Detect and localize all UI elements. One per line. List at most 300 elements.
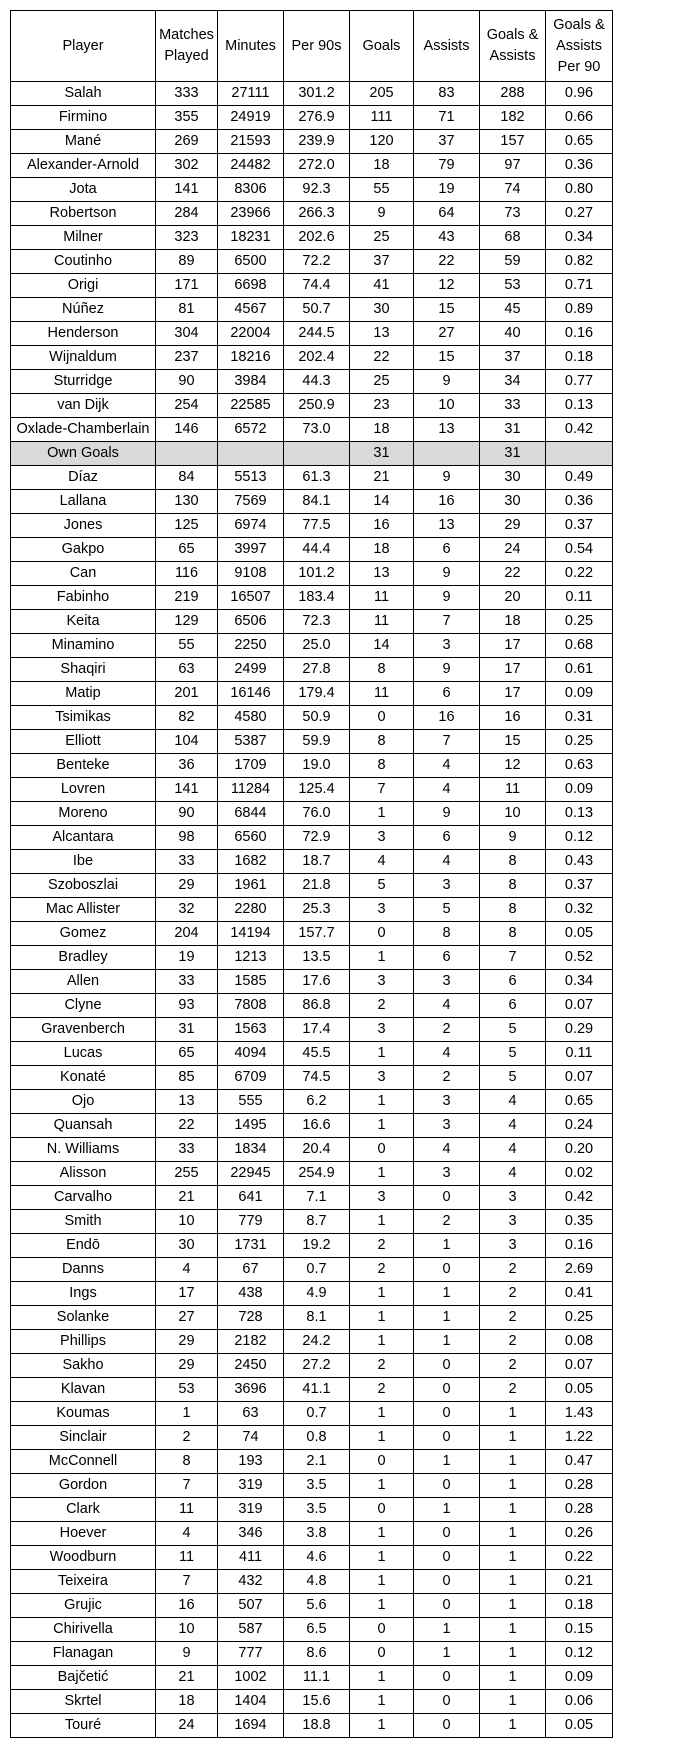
cell-minutes: 7569 — [218, 490, 284, 514]
cell-goals-assists-per-90: 0.32 — [546, 898, 613, 922]
cell-goals-assists: 18 — [480, 610, 546, 634]
cell-assists — [414, 442, 480, 466]
cell-goals: 1 — [350, 1306, 414, 1330]
cell-goals-assists-per-90: 0.13 — [546, 802, 613, 826]
cell-assists: 9 — [414, 658, 480, 682]
cell-assists: 4 — [414, 1042, 480, 1066]
cell-goals-assists: 11 — [480, 778, 546, 802]
cell-per-90s: 74.5 — [284, 1066, 350, 1090]
cell-per-90s: 13.5 — [284, 946, 350, 970]
cell-goals-assists-per-90: 0.22 — [546, 562, 613, 586]
cell-player: Moreno — [11, 802, 156, 826]
cell-goals-assists-per-90: 0.02 — [546, 1162, 613, 1186]
cell-player: Grujic — [11, 1594, 156, 1618]
cell-player: Mac Allister — [11, 898, 156, 922]
cell-goals: 3 — [350, 1186, 414, 1210]
cell-player: Ings — [11, 1282, 156, 1306]
table-row — [11, 82, 613, 106]
cell-goals-assists: 74 — [480, 178, 546, 202]
cell-matches-played — [156, 442, 218, 466]
cell-player: Keita — [11, 610, 156, 634]
cell-goals: 1 — [350, 1282, 414, 1306]
cell-minutes: 22945 — [218, 1162, 284, 1186]
cell-matches-played: 31 — [156, 1018, 218, 1042]
cell-goals: 18 — [350, 538, 414, 562]
cell-goals-assists-per-90: 0.71 — [546, 274, 613, 298]
cell-goals-assists-per-90: 0.18 — [546, 1594, 613, 1618]
table-row-own-goals — [11, 442, 613, 466]
cell-matches-played: 1 — [156, 1402, 218, 1426]
cell-minutes: 3997 — [218, 538, 284, 562]
cell-goals-assists-per-90: 0.09 — [546, 778, 613, 802]
cell-goals-assists: 45 — [480, 298, 546, 322]
cell-player: N. Williams — [11, 1138, 156, 1162]
cell-goals-assists-per-90: 0.80 — [546, 178, 613, 202]
table-row — [11, 1066, 613, 1090]
cell-player: Díaz — [11, 466, 156, 490]
cell-minutes: 6974 — [218, 514, 284, 538]
cell-goals: 1 — [350, 1042, 414, 1066]
cell-minutes: 3984 — [218, 370, 284, 394]
cell-minutes: 587 — [218, 1618, 284, 1642]
cell-assists: 13 — [414, 514, 480, 538]
table-row — [11, 1258, 613, 1282]
table-row — [11, 394, 613, 418]
cell-per-90s: 86.8 — [284, 994, 350, 1018]
cell-minutes: 21593 — [218, 130, 284, 154]
cell-goals-assists: 1 — [480, 1594, 546, 1618]
cell-matches-played: 304 — [156, 322, 218, 346]
table-row — [11, 370, 613, 394]
cell-goals-assists: 31 — [480, 418, 546, 442]
cell-minutes: 9108 — [218, 562, 284, 586]
cell-goals-assists-per-90: 0.35 — [546, 1210, 613, 1234]
cell-assists: 79 — [414, 154, 480, 178]
cell-player: Bradley — [11, 946, 156, 970]
cell-player: Jones — [11, 514, 156, 538]
cell-player: Gakpo — [11, 538, 156, 562]
cell-goals-assists-per-90: 1.22 — [546, 1426, 613, 1450]
cell-per-90s: 276.9 — [284, 106, 350, 130]
cell-per-90s: 5.6 — [284, 1594, 350, 1618]
cell-player: Origi — [11, 274, 156, 298]
cell-player: Sinclair — [11, 1426, 156, 1450]
cell-minutes: 6560 — [218, 826, 284, 850]
cell-goals-assists: 182 — [480, 106, 546, 130]
cell-minutes: 27111 — [218, 82, 284, 106]
cell-goals: 1 — [350, 1690, 414, 1714]
cell-player: Firmino — [11, 106, 156, 130]
cell-matches-played: 82 — [156, 706, 218, 730]
cell-goals-assists: 1 — [480, 1642, 546, 1666]
cell-minutes: 1709 — [218, 754, 284, 778]
table-row — [11, 1306, 613, 1330]
cell-assists: 9 — [414, 466, 480, 490]
cell-assists: 0 — [414, 1570, 480, 1594]
cell-matches-played: 254 — [156, 394, 218, 418]
cell-per-90s: 72.3 — [284, 610, 350, 634]
cell-assists: 10 — [414, 394, 480, 418]
cell-per-90s: 24.2 — [284, 1330, 350, 1354]
cell-minutes: 319 — [218, 1498, 284, 1522]
cell-matches-played: 17 — [156, 1282, 218, 1306]
cell-assists: 4 — [414, 850, 480, 874]
cell-goals-assists-per-90: 0.77 — [546, 370, 613, 394]
cell-assists: 15 — [414, 298, 480, 322]
cell-goals: 0 — [350, 1498, 414, 1522]
cell-minutes: 6698 — [218, 274, 284, 298]
table-row — [11, 970, 613, 994]
cell-goals: 4 — [350, 850, 414, 874]
cell-matches-played: 84 — [156, 466, 218, 490]
table-row — [11, 874, 613, 898]
cell-minutes: 507 — [218, 1594, 284, 1618]
table-row — [11, 994, 613, 1018]
cell-minutes: 16146 — [218, 682, 284, 706]
cell-goals: 0 — [350, 1618, 414, 1642]
cell-goals: 2 — [350, 1378, 414, 1402]
cell-matches-played: 204 — [156, 922, 218, 946]
cell-goals: 1 — [350, 1090, 414, 1114]
cell-goals-assists: 30 — [480, 490, 546, 514]
cell-goals-assists-per-90: 0.07 — [546, 994, 613, 1018]
cell-player: Tsimikas — [11, 706, 156, 730]
cell-player: Núñez — [11, 298, 156, 322]
cell-minutes: 555 — [218, 1090, 284, 1114]
cell-matches-played: 2 — [156, 1426, 218, 1450]
cell-per-90s: 74.4 — [284, 274, 350, 298]
cell-matches-played: 16 — [156, 1594, 218, 1618]
cell-goals: 1 — [350, 1546, 414, 1570]
cell-goals-assists-per-90: 0.89 — [546, 298, 613, 322]
cell-matches-played: 269 — [156, 130, 218, 154]
cell-per-90s: 76.0 — [284, 802, 350, 826]
cell-goals-assists-per-90: 0.16 — [546, 322, 613, 346]
cell-goals: 1 — [350, 946, 414, 970]
cell-matches-played: 32 — [156, 898, 218, 922]
cell-goals-assists-per-90: 0.09 — [546, 682, 613, 706]
cell-goals-assists: 40 — [480, 322, 546, 346]
cell-goals: 2 — [350, 1234, 414, 1258]
cell-goals: 1 — [350, 1570, 414, 1594]
cell-goals-assists-per-90: 0.05 — [546, 1378, 613, 1402]
cell-assists: 2 — [414, 1066, 480, 1090]
table-row — [11, 1090, 613, 1114]
col-header-goals: Goals — [350, 11, 414, 82]
cell-player: Sturridge — [11, 370, 156, 394]
table-row — [11, 778, 613, 802]
cell-goals-assists-per-90: 0.28 — [546, 1498, 613, 1522]
cell-goals-assists-per-90: 0.16 — [546, 1234, 613, 1258]
table-row — [11, 466, 613, 490]
cell-per-90s: 202.6 — [284, 226, 350, 250]
cell-minutes: 8306 — [218, 178, 284, 202]
cell-goals-assists: 5 — [480, 1066, 546, 1090]
cell-minutes: 63 — [218, 1402, 284, 1426]
cell-player: Chirivella — [11, 1618, 156, 1642]
cell-goals: 3 — [350, 826, 414, 850]
cell-per-90s: 157.7 — [284, 922, 350, 946]
cell-goals: 13 — [350, 322, 414, 346]
table-row — [11, 562, 613, 586]
col-header-player: Player — [11, 11, 156, 82]
cell-goals: 13 — [350, 562, 414, 586]
cell-goals-assists: 1 — [480, 1426, 546, 1450]
cell-minutes: 346 — [218, 1522, 284, 1546]
cell-minutes: 1961 — [218, 874, 284, 898]
table-row — [11, 1378, 613, 1402]
cell-minutes: 4580 — [218, 706, 284, 730]
cell-goals-assists-per-90: 0.43 — [546, 850, 613, 874]
table-row — [11, 1330, 613, 1354]
cell-goals-assists: 37 — [480, 346, 546, 370]
cell-goals-assists: 15 — [480, 730, 546, 754]
table-row — [11, 706, 613, 730]
cell-goals-assists-per-90: 0.34 — [546, 970, 613, 994]
cell-minutes: 74 — [218, 1426, 284, 1450]
cell-assists: 4 — [414, 1138, 480, 1162]
cell-assists: 1 — [414, 1450, 480, 1474]
table-row — [11, 202, 613, 226]
cell-per-90s: 17.6 — [284, 970, 350, 994]
cell-assists: 2 — [414, 1210, 480, 1234]
cell-matches-played: 93 — [156, 994, 218, 1018]
cell-goals-assists: 7 — [480, 946, 546, 970]
cell-player: Own Goals — [11, 442, 156, 466]
table-row — [11, 346, 613, 370]
cell-goals-assists: 29 — [480, 514, 546, 538]
cell-per-90s: 25.3 — [284, 898, 350, 922]
cell-assists: 0 — [414, 1378, 480, 1402]
cell-matches-played: 53 — [156, 1378, 218, 1402]
cell-goals-assists-per-90: 0.21 — [546, 1570, 613, 1594]
cell-matches-played: 21 — [156, 1186, 218, 1210]
cell-goals: 0 — [350, 1450, 414, 1474]
cell-goals: 1 — [350, 802, 414, 826]
cell-minutes: 411 — [218, 1546, 284, 1570]
cell-matches-played: 333 — [156, 82, 218, 106]
cell-goals: 3 — [350, 898, 414, 922]
cell-goals: 120 — [350, 130, 414, 154]
cell-goals-assists: 3 — [480, 1234, 546, 1258]
table-row — [11, 1282, 613, 1306]
table-row — [11, 1114, 613, 1138]
cell-goals: 25 — [350, 226, 414, 250]
cell-goals: 0 — [350, 922, 414, 946]
cell-per-90s: 183.4 — [284, 586, 350, 610]
cell-assists: 3 — [414, 1090, 480, 1114]
table-row — [11, 130, 613, 154]
cell-per-90s: 17.4 — [284, 1018, 350, 1042]
cell-goals-assists: 53 — [480, 274, 546, 298]
table-row — [11, 1042, 613, 1066]
cell-goals: 205 — [350, 82, 414, 106]
cell-player: Quansah — [11, 1114, 156, 1138]
table-row — [11, 514, 613, 538]
cell-per-90s: 61.3 — [284, 466, 350, 490]
cell-goals-assists-per-90: 0.24 — [546, 1114, 613, 1138]
cell-per-90s: 44.3 — [284, 370, 350, 394]
cell-matches-played: 33 — [156, 970, 218, 994]
table-row — [11, 1546, 613, 1570]
cell-assists: 9 — [414, 586, 480, 610]
cell-assists: 6 — [414, 946, 480, 970]
cell-goals-assists: 8 — [480, 850, 546, 874]
cell-matches-played: 130 — [156, 490, 218, 514]
cell-minutes: 1495 — [218, 1114, 284, 1138]
cell-per-90s: 0.7 — [284, 1258, 350, 1282]
cell-minutes: 779 — [218, 1210, 284, 1234]
cell-goals: 2 — [350, 1258, 414, 1282]
cell-minutes: 22004 — [218, 322, 284, 346]
cell-minutes: 728 — [218, 1306, 284, 1330]
table-row — [11, 274, 613, 298]
cell-assists: 4 — [414, 778, 480, 802]
cell-player: Ojo — [11, 1090, 156, 1114]
cell-goals-assists-per-90: 0.27 — [546, 202, 613, 226]
cell-assists: 9 — [414, 802, 480, 826]
cell-assists: 6 — [414, 682, 480, 706]
cell-assists: 0 — [414, 1426, 480, 1450]
cell-matches-played: 36 — [156, 754, 218, 778]
col-header-assists: Assists — [414, 11, 480, 82]
cell-per-90s: 77.5 — [284, 514, 350, 538]
table-row — [11, 1354, 613, 1378]
cell-goals: 0 — [350, 1138, 414, 1162]
table-row — [11, 610, 613, 634]
table-row — [11, 1594, 613, 1618]
cell-goals: 2 — [350, 1354, 414, 1378]
cell-matches-played: 13 — [156, 1090, 218, 1114]
cell-goals-assists: 1 — [480, 1450, 546, 1474]
cell-matches-played: 146 — [156, 418, 218, 442]
cell-per-90s: 72.2 — [284, 250, 350, 274]
table-row — [11, 322, 613, 346]
cell-matches-played: 21 — [156, 1666, 218, 1690]
cell-matches-played: 237 — [156, 346, 218, 370]
cell-player: Can — [11, 562, 156, 586]
cell-goals-assists: 1 — [480, 1666, 546, 1690]
cell-goals-assists-per-90: 0.28 — [546, 1474, 613, 1498]
table-row — [11, 658, 613, 682]
cell-per-90s: 41.1 — [284, 1378, 350, 1402]
cell-goals-assists-per-90: 0.47 — [546, 1450, 613, 1474]
cell-minutes: 23966 — [218, 202, 284, 226]
cell-per-90s: 25.0 — [284, 634, 350, 658]
cell-goals: 3 — [350, 970, 414, 994]
cell-goals-assists-per-90: 0.06 — [546, 1690, 613, 1714]
cell-goals-assists-per-90: 1.43 — [546, 1402, 613, 1426]
cell-player: Coutinho — [11, 250, 156, 274]
cell-goals-assists-per-90: 0.37 — [546, 514, 613, 538]
cell-goals-assists: 2 — [480, 1306, 546, 1330]
cell-matches-played: 355 — [156, 106, 218, 130]
cell-goals-assists-per-90: 0.34 — [546, 226, 613, 250]
table-row — [11, 250, 613, 274]
cell-minutes: 7808 — [218, 994, 284, 1018]
cell-assists: 1 — [414, 1618, 480, 1642]
cell-per-90s: 239.9 — [284, 130, 350, 154]
cell-goals-assists: 1 — [480, 1546, 546, 1570]
cell-minutes: 67 — [218, 1258, 284, 1282]
cell-goals: 11 — [350, 610, 414, 634]
cell-goals-assists-per-90: 0.05 — [546, 922, 613, 946]
cell-matches-played: 90 — [156, 802, 218, 826]
cell-player: Milner — [11, 226, 156, 250]
cell-player: Henderson — [11, 322, 156, 346]
cell-goals-assists: 30 — [480, 466, 546, 490]
table-row — [11, 946, 613, 970]
cell-per-90s: 272.0 — [284, 154, 350, 178]
cell-minutes: 6500 — [218, 250, 284, 274]
table-row — [11, 586, 613, 610]
cell-goals: 22 — [350, 346, 414, 370]
table-row — [11, 538, 613, 562]
cell-per-90s: 2.1 — [284, 1450, 350, 1474]
cell-goals-assists-per-90: 0.41 — [546, 1282, 613, 1306]
cell-player: Konaté — [11, 1066, 156, 1090]
cell-minutes: 18231 — [218, 226, 284, 250]
cell-player: Wijnaldum — [11, 346, 156, 370]
cell-goals-assists: 1 — [480, 1522, 546, 1546]
cell-goals-assists-per-90: 0.08 — [546, 1330, 613, 1354]
cell-minutes: 4094 — [218, 1042, 284, 1066]
cell-assists: 0 — [414, 1474, 480, 1498]
cell-goals: 18 — [350, 154, 414, 178]
cell-matches-played: 116 — [156, 562, 218, 586]
cell-minutes: 1563 — [218, 1018, 284, 1042]
cell-per-90s: 72.9 — [284, 826, 350, 850]
cell-assists: 4 — [414, 754, 480, 778]
cell-assists: 16 — [414, 490, 480, 514]
cell-player: Gordon — [11, 1474, 156, 1498]
cell-goals-assists: 59 — [480, 250, 546, 274]
cell-assists: 0 — [414, 1546, 480, 1570]
cell-minutes: 4567 — [218, 298, 284, 322]
cell-minutes: 6709 — [218, 1066, 284, 1090]
cell-per-90s: 21.8 — [284, 874, 350, 898]
cell-minutes: 2499 — [218, 658, 284, 682]
cell-matches-played: 7 — [156, 1474, 218, 1498]
cell-goals-assists-per-90: 0.12 — [546, 826, 613, 850]
cell-matches-played: 4 — [156, 1522, 218, 1546]
cell-minutes: 2182 — [218, 1330, 284, 1354]
cell-assists: 1 — [414, 1282, 480, 1306]
cell-goals-assists: 2 — [480, 1354, 546, 1378]
cell-goals: 1 — [350, 1522, 414, 1546]
cell-matches-played: 29 — [156, 1330, 218, 1354]
cell-per-90s: 73.0 — [284, 418, 350, 442]
cell-goals: 8 — [350, 754, 414, 778]
cell-player: Oxlade-Chamberlain — [11, 418, 156, 442]
cell-assists: 3 — [414, 874, 480, 898]
cell-goals-assists: 12 — [480, 754, 546, 778]
cell-goals-assists-per-90: 0.11 — [546, 1042, 613, 1066]
cell-goals-assists-per-90: 0.63 — [546, 754, 613, 778]
cell-goals-assists: 10 — [480, 802, 546, 826]
cell-goals-assists-per-90: 0.49 — [546, 466, 613, 490]
cell-goals-assists: 24 — [480, 538, 546, 562]
cell-goals: 30 — [350, 298, 414, 322]
cell-minutes: 2450 — [218, 1354, 284, 1378]
cell-goals-assists: 1 — [480, 1618, 546, 1642]
cell-player: Mané — [11, 130, 156, 154]
cell-player: Szoboszlai — [11, 874, 156, 898]
cell-matches-played: 65 — [156, 538, 218, 562]
cell-per-90s: 250.9 — [284, 394, 350, 418]
cell-assists: 0 — [414, 1402, 480, 1426]
cell-assists: 6 — [414, 538, 480, 562]
